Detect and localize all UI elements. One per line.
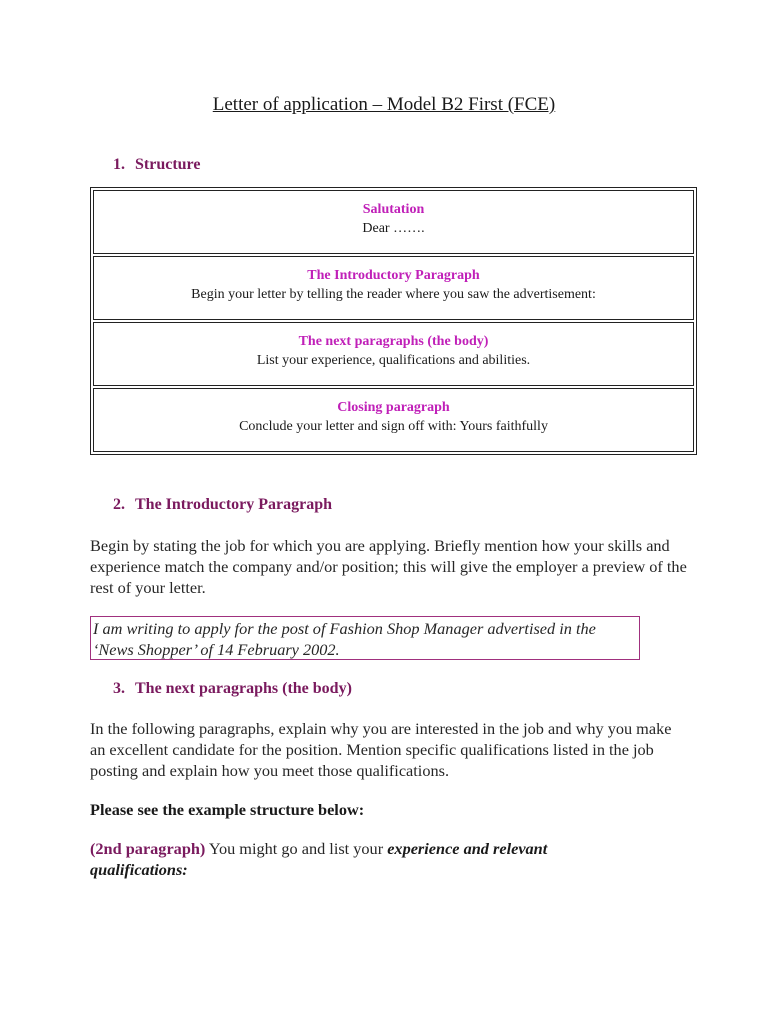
cell-title: The next paragraphs (the body): [298, 334, 489, 349]
second-paragraph-emphasis: experience and relevant qualifications:: [90, 839, 548, 879]
section-heading-introductory: [113, 496, 332, 514]
cell-title: The Introductory Paragraph: [307, 268, 480, 283]
structure-cell-closing: [93, 388, 694, 452]
example-structure-label: Please see the example structure below:: [90, 800, 365, 819]
example-sentence-box: I am writing to apply for the post of Fashion Shop Manager advertised in the ‘News Shopper’ of 14 February 2002.: [90, 616, 640, 660]
structure-cell-salutation: [93, 190, 694, 254]
cell-text: Conclude your letter and sign off with: Yours faithfully: [239, 419, 548, 434]
section-title: Structure: [135, 156, 201, 173]
structure-cell-body: [93, 322, 694, 386]
cell-title: Salutation: [362, 202, 425, 217]
intro-paragraph: Begin by stating the job for which you are applying. Briefly mention how your skills and experience match the company and/or position; this will give the employer a preview of the rest of your letter.: [90, 536, 687, 597]
cell-text: Dear …….: [362, 221, 425, 236]
section-title: The next paragraphs (the body): [135, 680, 352, 697]
body-paragraph: In the following paragraphs, explain why you are interested in the job and why you make an excellent candidate for the position. Mention specific qualifications listed in the job posting and explain how you meet those qualifications.: [90, 719, 672, 780]
section-heading-structure: [113, 156, 200, 174]
section-title: The Introductory Paragraph: [135, 496, 333, 513]
second-paragraph-label: (2nd paragraph): [90, 839, 206, 858]
cell-title: Closing paragraph: [337, 400, 450, 415]
second-paragraph-text: You might go and list your: [208, 839, 384, 858]
cell-text: List your experience, qualifications and abilities.: [256, 353, 531, 368]
cell-text: Begin your letter by telling the reader where you saw the advertisement:: [191, 287, 596, 302]
page-title: Letter of application – Model B2 First (FCE): [212, 94, 556, 115]
second-paragraph-note: [90, 838, 610, 880]
structure-table: [90, 187, 697, 455]
section-number: 1.: [113, 156, 125, 173]
section-number: 3.: [113, 680, 125, 697]
structure-cell-introductory: [93, 256, 694, 320]
section-number: 2.: [113, 496, 125, 513]
section-heading-body: [113, 680, 352, 698]
